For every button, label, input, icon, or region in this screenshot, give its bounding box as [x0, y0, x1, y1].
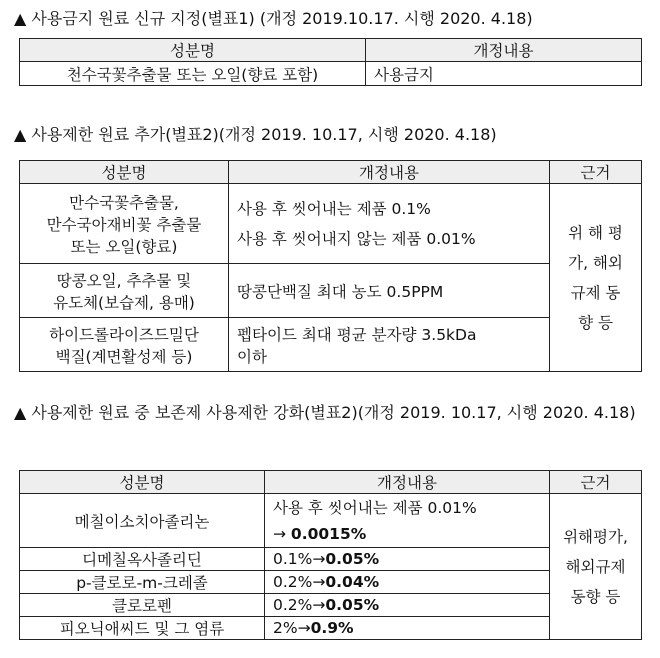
basis-cell	[550, 184, 642, 372]
basis-cell	[550, 494, 642, 640]
header-change: 개정내용	[265, 471, 550, 494]
change-cell	[265, 594, 550, 617]
change-cell: 사용금지	[366, 62, 642, 86]
change-old-value: 0.2%→	[273, 596, 326, 614]
header-basis: 근거	[550, 471, 642, 494]
ingredient-line: 만수국아재비꽃 추출물	[46, 215, 202, 234]
ingredient-cell: 메칠이소치아졸리논	[20, 494, 265, 548]
header-basis: 근거	[550, 161, 642, 184]
change-old-value: 2%→	[273, 619, 311, 637]
section1-table	[19, 38, 642, 86]
change-line: 사용 후 씻어내는 제품 0.01%	[273, 498, 477, 517]
table-row	[20, 184, 642, 264]
basis-line: 규제 동	[570, 283, 621, 302]
ingredient-cell: 클로로펜	[20, 594, 265, 617]
change-line: 사용 후 씻어내지 않는 제품 0.01%	[237, 229, 476, 248]
ingredient-cell	[20, 184, 229, 264]
table-row	[20, 264, 642, 318]
header-change: 개정내용	[229, 161, 550, 184]
change-cell	[229, 264, 550, 318]
change-line: 이하	[237, 347, 267, 366]
table-row	[20, 617, 642, 640]
table-row	[20, 318, 642, 372]
change-new-value: 0.04%	[325, 573, 380, 591]
table-header-row	[20, 161, 642, 184]
ingredient-cell: 디메칠옥사졸리딘	[20, 548, 265, 571]
change-cell	[265, 571, 550, 594]
header-change: 개정내용	[366, 39, 642, 62]
ingredient-line: 땅콩오일, 추추물 및	[56, 271, 192, 290]
change-cell	[265, 617, 550, 640]
change-cell	[265, 548, 550, 571]
change-line: 펩타이드 최대 평균 분자량 3.5kDa	[237, 325, 477, 344]
change-cell	[229, 184, 550, 264]
change-new-value: 0.9%	[310, 619, 354, 637]
table-row	[20, 62, 642, 86]
header-ingredient: 성분명	[20, 39, 366, 62]
ingredient-line: 만수국꽃추출물,	[69, 193, 179, 212]
change-old-value: 0.1%→	[273, 550, 326, 568]
change-new-value: 0.0015%	[290, 524, 367, 543]
header-ingredient: 성분명	[20, 471, 265, 494]
table-header-row	[20, 39, 642, 62]
ingredient-cell	[20, 318, 229, 372]
change-arrow: →	[273, 524, 291, 543]
change-old-value: 0.2%→	[273, 573, 326, 591]
section3-table	[19, 470, 642, 640]
ingredient-line: 백질(계면활성제 등)	[55, 347, 193, 366]
ingredient-cell: 피오닉애씨드 및 그 염류	[20, 617, 265, 640]
change-cell	[265, 494, 550, 548]
table-row	[20, 548, 642, 571]
section2-heading: ▲ 사용제한 원료 추가(별표2)(개정 2019. 10.17, 시행 2020. 4.18)	[14, 125, 497, 144]
change-new-value: 0.05%	[325, 550, 380, 568]
change-line: 땅콩단백질 최대 농도 0.5PPM	[237, 282, 444, 301]
change-new-value: 0.05%	[325, 596, 380, 614]
ingredient-cell	[20, 264, 229, 318]
basis-line: 향 등	[578, 313, 613, 332]
ingredient-line: 또는 오일(향료)	[70, 237, 178, 256]
table-row	[20, 571, 642, 594]
basis-line: 위해평가,	[563, 527, 628, 546]
ingredient-line: 하이드롤라이즈드밀단	[49, 325, 199, 344]
change-cell	[229, 318, 550, 372]
table-header-row	[20, 471, 642, 494]
change-line	[273, 521, 541, 547]
ingredient-line: 유도체(보습제, 용매)	[53, 293, 195, 312]
header-ingredient: 성분명	[20, 161, 229, 184]
table-row	[20, 494, 642, 548]
change-line: 사용 후 씻어내는 제품 0.1%	[237, 199, 431, 218]
basis-line: 동향 등	[570, 587, 621, 606]
section2-table	[19, 160, 642, 372]
section3-heading: ▲ 사용제한 원료 중 보존제 사용제한 강화(별표2)(개정 2019. 10.17, 시행 2020. 4.18)	[14, 403, 636, 422]
ingredient-cell: p-클로로-m-크레졸	[20, 571, 265, 594]
table-row	[20, 594, 642, 617]
basis-line: 위 해 평	[568, 223, 623, 242]
ingredient-cell: 천수국꽃추출물 또는 오일(향료 포함)	[20, 62, 366, 86]
section1-heading: ▲ 사용금지 원료 신규 지정(별표1) (개정 2019.10.17. 시행 2020. 4.18)	[14, 9, 533, 28]
basis-line: 가, 해외	[568, 253, 623, 272]
basis-line: 해외규제	[565, 557, 626, 576]
